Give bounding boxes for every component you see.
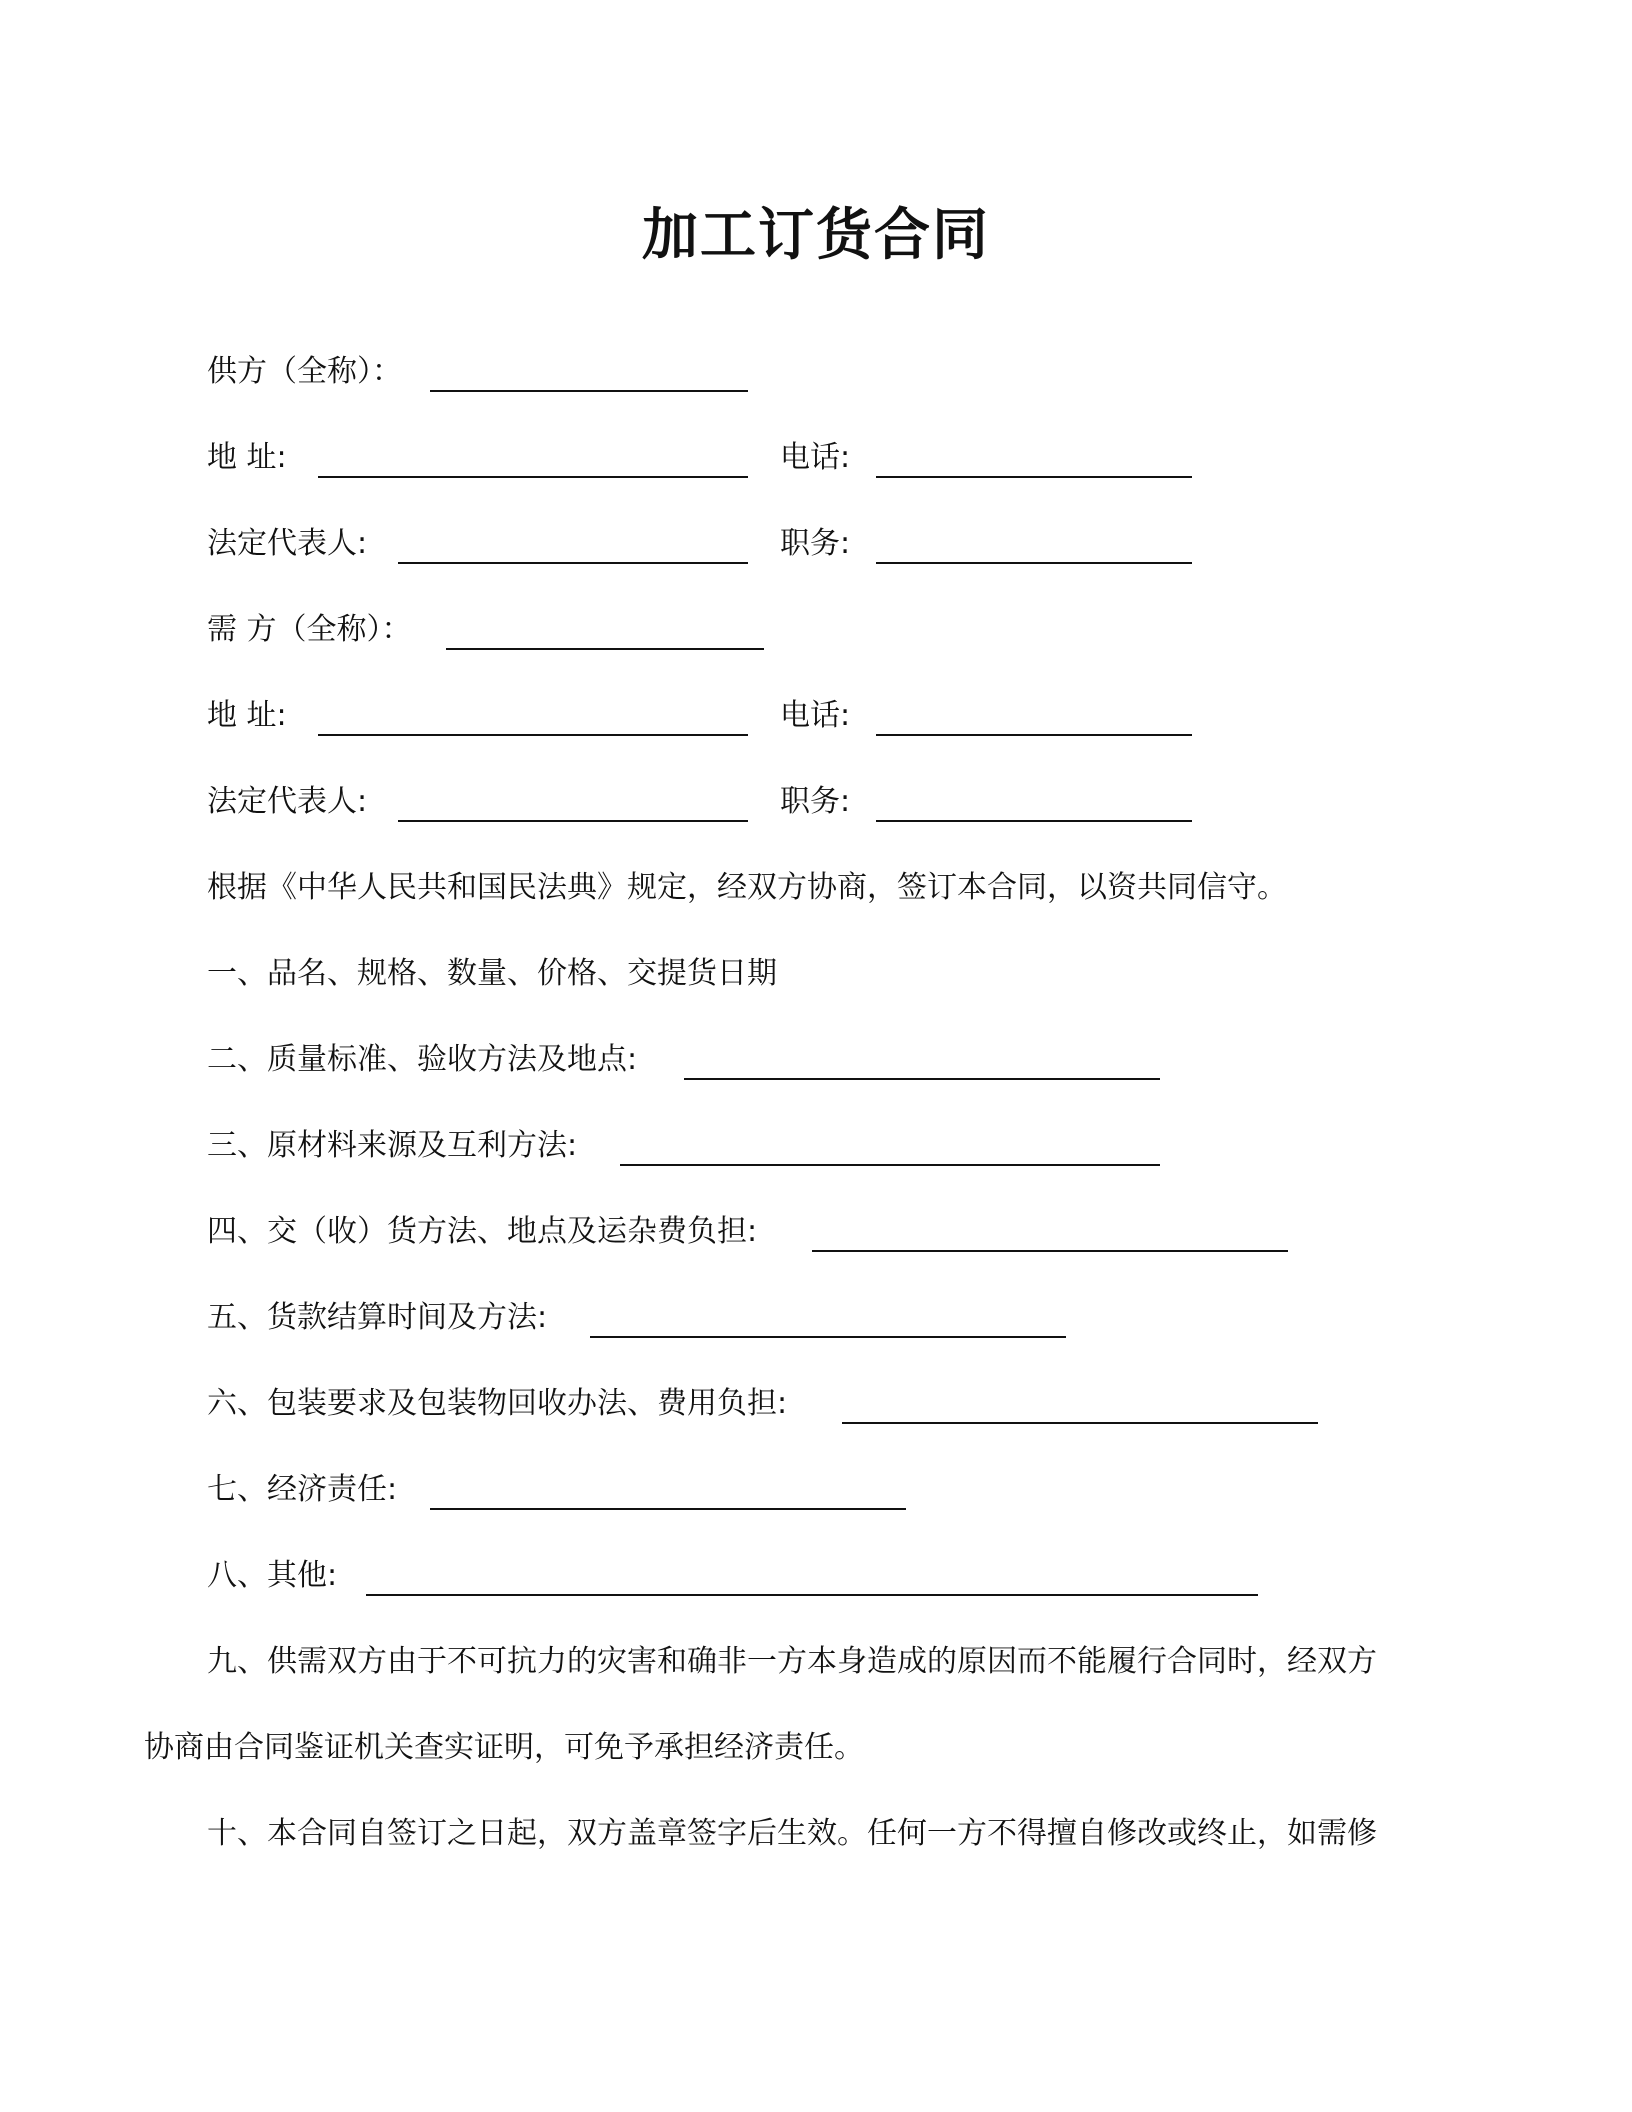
clause-2-field[interactable]	[684, 1078, 1160, 1080]
clause-8: 八、其他:	[207, 1558, 338, 1593]
supplier-phone-field[interactable]	[876, 476, 1192, 478]
clause-6: 六、包装要求及包装物回收办法、费用负担:	[207, 1386, 788, 1421]
supplier-phone-label: 电话:	[780, 440, 851, 475]
preamble-text: 根据《中华人民共和国民法典》规定，经双方协商，签订本合同，以资共同信守。	[207, 870, 1287, 905]
document-title: 加工订货合同	[642, 203, 990, 268]
supplier-name-label: 供方（全称）：	[207, 354, 402, 389]
clause-4: 四、交（收）货方法、地点及运杂费负担:	[207, 1214, 758, 1249]
buyer-position-field[interactable]	[876, 820, 1192, 822]
supplier-position-label: 职务:	[780, 526, 851, 561]
buyer-position-label: 职务:	[780, 784, 851, 819]
clause-9-line-2: 协商由合同鉴证机关查实证明，可免予承担经济责任。	[144, 1730, 864, 1765]
clause-5: 五、货款结算时间及方法:	[207, 1300, 548, 1335]
supplier-rep-label: 法定代表人:	[207, 526, 368, 561]
supplier-position-field[interactable]	[876, 562, 1192, 564]
buyer-rep-label: 法定代表人:	[207, 784, 368, 819]
clause-10-line-1: 十、本合同自签订之日起，双方盖章签字后生效。任何一方不得擅自修改或终止，如需修	[207, 1816, 1377, 1851]
clause-6-field[interactable]	[842, 1422, 1318, 1424]
buyer-rep-field[interactable]	[398, 820, 748, 822]
clause-4-field[interactable]	[812, 1250, 1288, 1252]
buyer-name-field[interactable]	[446, 648, 764, 650]
clause-3: 三、原材料来源及互利方法:	[207, 1128, 578, 1163]
buyer-address-field[interactable]	[318, 734, 748, 736]
clause-3-field[interactable]	[620, 1164, 1160, 1166]
supplier-name-field[interactable]	[430, 390, 748, 392]
clause-2: 二、质量标准、验收方法及地点:	[207, 1042, 638, 1077]
supplier-rep-field[interactable]	[398, 562, 748, 564]
clause-9-line-1: 九、供需双方由于不可抗力的灾害和确非一方本身造成的原因而不能履行合同时，经双方	[207, 1644, 1377, 1679]
buyer-phone-field[interactable]	[876, 734, 1192, 736]
clause-5-field[interactable]	[590, 1336, 1066, 1338]
clause-1: 一、品名、规格、数量、价格、交提货日期	[207, 956, 777, 991]
clause-7: 七、经济责任:	[207, 1472, 398, 1507]
supplier-address-label: 地 址:	[207, 440, 287, 475]
supplier-address-field[interactable]	[318, 476, 748, 478]
clause-7-field[interactable]	[430, 1508, 906, 1510]
clause-8-field[interactable]	[366, 1594, 1258, 1596]
buyer-phone-label: 电话:	[780, 698, 851, 733]
buyer-name-label: 需 方（全称）：	[207, 612, 412, 647]
buyer-address-label: 地 址:	[207, 698, 287, 733]
